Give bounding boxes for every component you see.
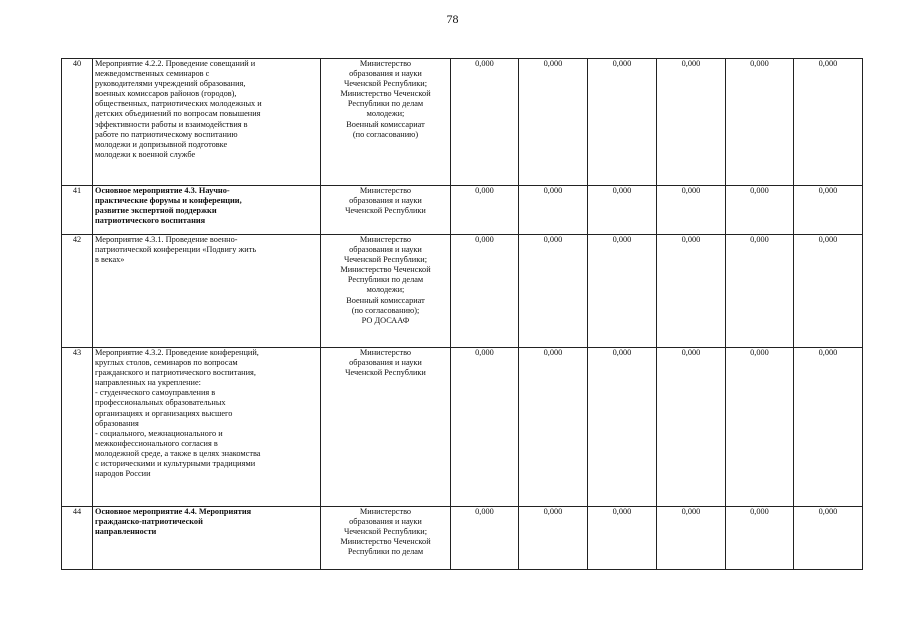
value-cell: 0,000 <box>794 186 863 235</box>
executor-text: Министерство образования и науки Чеченской Республики <box>345 348 426 378</box>
activity-name-cell <box>93 235 321 348</box>
value-cell: 0,000 <box>794 348 863 507</box>
activities-table <box>61 58 863 570</box>
table-row <box>62 348 863 507</box>
activity-name-text: Основное мероприятие 4.4. Мероприятия гражданско-патриотической направленности <box>95 507 252 537</box>
table-row <box>62 59 863 186</box>
page-number: 78 <box>446 12 459 26</box>
executor-text: Министерство образования и науки Чеченской Республики; Министерство Чеченской Республики по делам молодежи; Военный комиссариат (по согласованию); РО ДОСААФ <box>340 235 431 325</box>
value-cell: 0,000 <box>794 507 863 570</box>
value-cell: 0,000 <box>451 59 519 186</box>
activity-name-cell <box>93 348 321 507</box>
value-cell: 0,000 <box>519 59 588 186</box>
executor-cell <box>321 186 451 235</box>
value-cell: 0,000 <box>726 235 794 348</box>
value-cell: 0,000 <box>657 186 726 235</box>
activity-name-cell <box>93 59 321 186</box>
table-row <box>62 186 863 235</box>
activity-name-text: Мероприятие 4.3.2. Проведение конференций, круглых столов, семинаров по вопросам гражданского и патриотического воспитания, направленных на укрепление: - студенческого самоуправления в профессиональных образовательных организациях и организациях высшего образования - социального, межнационального и межконфессионального согласия в молодежной среде, а также в целях знакомства с историческими и культурными традициями народов России <box>95 348 261 479</box>
executor-text: Министерство образования и науки Чеченской Республики; Министерство Чеченской Республики по делам молодежи; Военный комиссариат (по согласованию) <box>340 59 431 139</box>
table-row <box>62 507 863 570</box>
executor-text: Министерство образования и науки Чеченской Республики; Министерство Чеченской Республики по делам <box>340 507 431 557</box>
value-cell: 0,000 <box>657 59 726 186</box>
value-cell: 0,000 <box>588 348 657 507</box>
value-cell: 0,000 <box>519 348 588 507</box>
value-cell: 0,000 <box>588 235 657 348</box>
value-cell: 0,000 <box>726 186 794 235</box>
executor-cell <box>321 348 451 507</box>
row-number-cell: 44 <box>62 507 93 570</box>
row-number-cell: 41 <box>62 186 93 235</box>
value-cell: 0,000 <box>588 59 657 186</box>
activity-name-text: Мероприятие 4.2.2. Проведение совещаний и межведомственных семинаров с руководителями учреждений образования, военных комиссаров районов (городов), общественных, патриотических молодежных и детских объединений по вопросам повышения эффективности работы и взаимодействия в работе по патриотическому воспитанию молодежи и допризывной подготовке молодежи к военной службе <box>95 59 262 159</box>
executor-cell <box>321 235 451 348</box>
value-cell: 0,000 <box>794 59 863 186</box>
activity-name-cell <box>93 186 321 235</box>
value-cell: 0,000 <box>519 507 588 570</box>
executor-text: Министерство образования и науки Чеченской Республики <box>345 186 426 216</box>
executor-cell <box>321 59 451 186</box>
value-cell: 0,000 <box>657 348 726 507</box>
value-cell: 0,000 <box>519 186 588 235</box>
value-cell: 0,000 <box>588 507 657 570</box>
value-cell: 0,000 <box>726 507 794 570</box>
value-cell: 0,000 <box>451 507 519 570</box>
value-cell: 0,000 <box>726 348 794 507</box>
value-cell: 0,000 <box>794 235 863 348</box>
activity-name-text: Мероприятие 4.3.1. Проведение военно- патриотической конференции «Подвигу жить в веках» <box>95 235 257 265</box>
row-number-cell: 40 <box>62 59 93 186</box>
value-cell: 0,000 <box>657 507 726 570</box>
value-cell: 0,000 <box>451 235 519 348</box>
table-row <box>62 235 863 348</box>
value-cell: 0,000 <box>657 235 726 348</box>
value-cell: 0,000 <box>726 59 794 186</box>
value-cell: 0,000 <box>588 186 657 235</box>
row-number-cell: 42 <box>62 235 93 348</box>
value-cell: 0,000 <box>519 235 588 348</box>
activity-name-cell <box>93 507 321 570</box>
executor-cell <box>321 507 451 570</box>
value-cell: 0,000 <box>451 186 519 235</box>
activity-name-text: Основное мероприятие 4.3. Научно- практические форумы и конференции, развитие экспертной поддержки патриотического воспитания <box>95 186 242 226</box>
value-cell: 0,000 <box>451 348 519 507</box>
row-number-cell: 43 <box>62 348 93 507</box>
